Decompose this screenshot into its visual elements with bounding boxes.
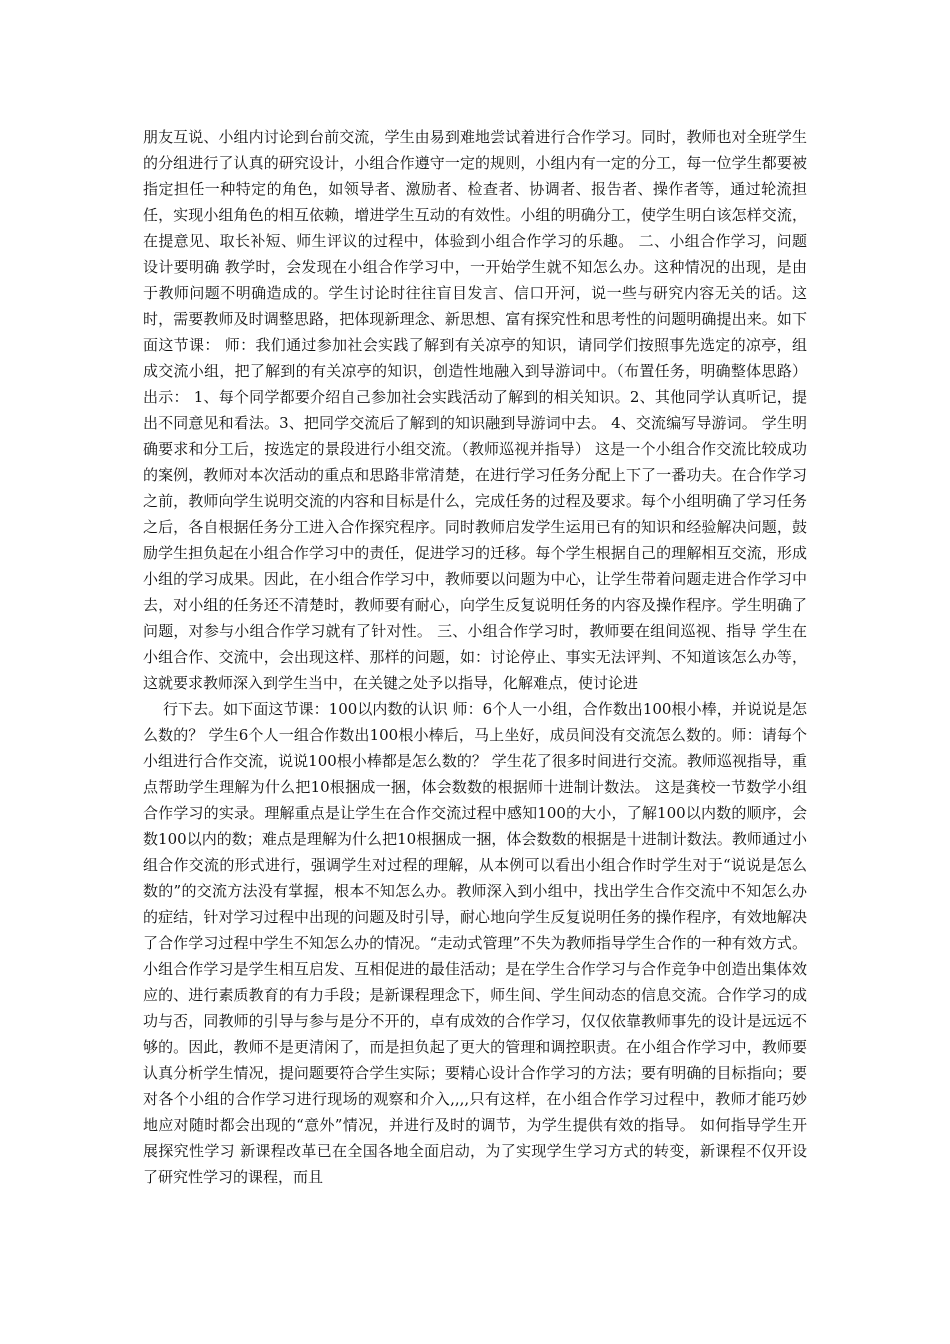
document-body xyxy=(143,124,807,1190)
paragraph-2: 行下去。如下面这节课：100以内数的认识 师：6个人一小组，合作数出100根小棒，并说说是怎么数的？ 学生6个人一组合作数出100根小棒后，马上坐好，成员间没有交流怎么数的。师：请每个小组进行合作交流，说说100根小棒都是怎么数的？ 学生花了很多时间进行交流。教师巡视指导，重点帮助学生理解为什么把10根捆成一捆，体会数数的根据师十进制计数法。 这是龚校一节数学小组合作学习的实录。理解重点是让学生在合作交流过程中感知100的大小，了解100以内数的顺序，会数100以内的数；难点是理解为什么把10根捆成一捆，体会数数的根据是十进制计数法。教师通过小组合作交流的形式进行，强调学生对过程的理解，从本例可以看出小组合作时学生对于“说说是怎么数的”的交流方法没有掌握，根本不知怎么办。教师深入到小组中，找出学生合作交流中不知怎么办的症结，针对学习过程中出现的问题及时引导，耐心地向学生反复说明任务的操作程序，有效地解决了合作学习过程中学生不知怎么办的情况。“走动式管理”不失为教师指导学生合作的一种有效方式。 小组合作学习是学生相互启发、互相促进的最佳活动；是在学生合作学习与合作竞争中创造出集体效应的、进行素质教育的有力手段；是新课程理念下，师生间、学生间动态的信息交流。合作学习的成功与否，同教师的引导与参与是分不开的，卓有成效的合作学习，仅仅依靠教师事先的设计是远远不够的。因此，教师不是更清闲了，而是担负起了更大的管理和调控职责。在小组合作学习中，教师要认真分析学生情况，提问题要符合学生实际；要精心设计合作学习的方法；要有明确的目标指向；要对各个小组的合作学习进行现场的观察和介入,,,,只有这样，在小组合作学习过程中，教师才能巧妙地应对随时都会出现的“意外”情况，并进行及时的调节，为学生提供有效的指导。 如何指导学生开展探究性学习 新课程改革已在全国各地全面启动，为了实现学生学习方式的转变，新课程不仅开设了研究性学习的课程，而且 xyxy=(143,700,807,1186)
paragraph-1: 朋友互说、小组内讨论到台前交流，学生由易到难地尝试着进行合作学习。同时，教师也对全班学生的分组进行了认真的研究设计，小组合作遵守一定的规则，小组内有一定的分工，每一位学生都要被指定担任一种特定的角色，如领导者、激励者、检查者、协调者、报告者、操作者等，通过轮流担任，实现小组角色的相互依赖，增进学生互动的有效性。小组的明确分工，使学生明白该怎样交流，在提意见、取长补短、师生评议的过程中，体验到小组合作学习的乐趣。 二、小组合作学习，问题设计要明确 教学时，会发现在小组合作学习中，一开始学生就不知怎么办。这种情况的出现，是由于教师问题不明确造成的。学生讨论时往往盲目发言、信口开河，说一些与研究内容无关的话。这时，需要教师及时调整思路，把体现新理念、新思想、富有探究性和思考性的问题明确提出来。如下面这节课： 师：我们通过参加社会实践了解到有关凉亭的知识，请同学们按照事先选定的凉亭，组成交流小组，把了解到的有关凉亭的知识，创造性地融入到导游词中。（布置任务，明确整体思路）出示： 1、每个同学都要介绍自己参加社会实践活动了解到的相关知识。2、其他同学认真听记，提出不同意见和看法。3、把同学交流后了解到的知识融到导游词中去。 4、交流编写导游词。 学生明确要求和分工后，按选定的景段进行小组交流。（教师巡视并指导） 这是一个小组合作交流比较成功的案例，教师对本次活动的重点和思路非常清楚，在进行学习任务分配上下了一番功夫。在合作学习之前，教师向学生说明交流的内容和目标是什么，完成任务的过程及要求。每个小组明确了学习任务之后，各自根据任务分工进入合作探究程序。同时教师启发学生运用已有的知识和经验解决问题，鼓励学生担负起在小组合作学习中的责任，促进学习的迁移。每个学生根据自己的理解相互交流，形成小组的学习成果。因此，在小组合作学习中，教师要以问题为中心，让学生带着问题走进合作学习中去，对小组的任务还不清楚时，教师要有耐心，向学生反复说明任务的内容及操作程序。学生明确了问题，对参与小组合作学习就有了针对性。 三、小组合作学习时，教师要在组间巡视、指导 学生在小组合作、交流中，会出现这样、那样的问题，如：讨论停止、事实无法评判、不知道该怎么办等，这就要求教师深入到学生当中，在关键之处予以指导，化解难点，使讨论进 xyxy=(143,128,807,692)
